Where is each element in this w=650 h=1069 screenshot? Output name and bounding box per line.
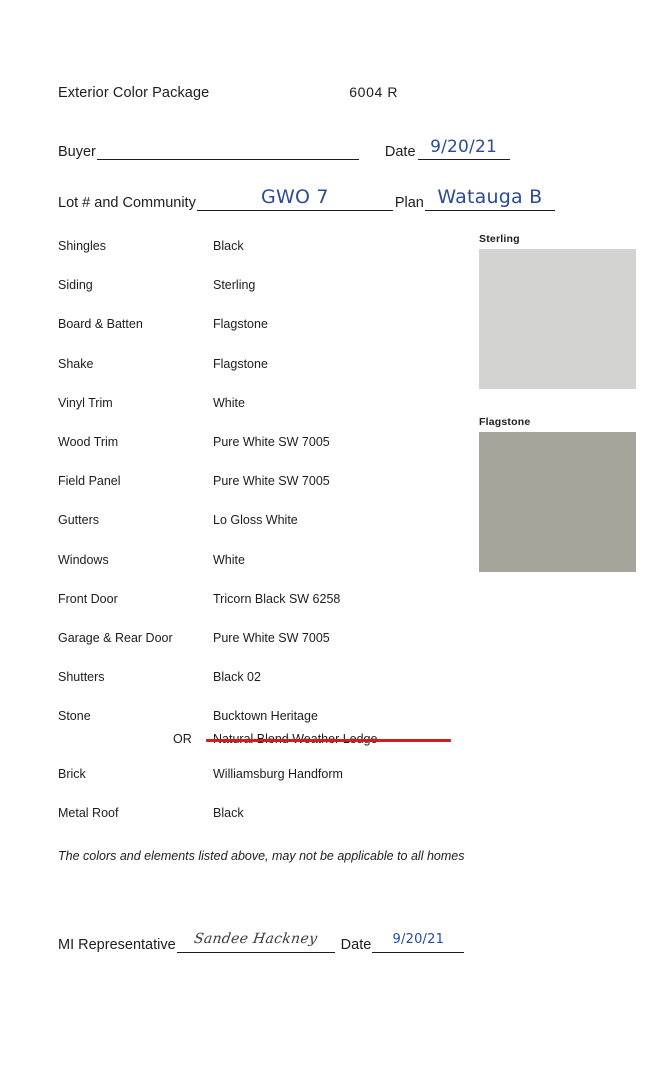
strikethrough-mark — [206, 739, 451, 742]
date-input[interactable]: 9/20/21 — [418, 138, 510, 160]
swatch-caption: Sterling — [479, 233, 520, 245]
document-code: 6004 R — [349, 84, 399, 100]
spec-label: Metal Roof — [58, 806, 119, 821]
date-label: Date — [384, 144, 416, 160]
table-row — [58, 764, 458, 803]
spec-value: Flagstone — [213, 356, 268, 371]
table-row — [58, 236, 458, 275]
swatch-color-chip — [479, 432, 636, 572]
plan-label: Plan — [394, 195, 424, 211]
spec-label: Shutters — [58, 670, 105, 685]
swatch-sterling — [479, 233, 636, 389]
spec-label: Siding — [58, 278, 93, 293]
spec-value: White — [213, 552, 245, 567]
table-row — [58, 471, 458, 510]
swatch-caption: Flagstone — [479, 416, 531, 428]
table-row — [58, 667, 458, 706]
spec-label: Vinyl Trim — [58, 395, 113, 410]
spec-label: Shake — [58, 356, 94, 371]
table-row — [58, 432, 458, 471]
spec-value: Flagstone — [213, 317, 268, 332]
spec-value: Black 02 — [213, 670, 261, 685]
signature-date-label: Date — [340, 937, 372, 953]
spec-value: Lo Gloss White — [213, 513, 298, 528]
spec-label: Windows — [58, 552, 109, 567]
table-row — [58, 510, 458, 549]
representative-label: MI Representative — [58, 937, 176, 953]
spec-table — [58, 236, 458, 843]
signature-row — [58, 930, 578, 953]
table-row — [58, 803, 458, 842]
swatch-color-chip — [479, 249, 636, 389]
disclaimer-text: The colors and elements listed above, may not be applicable to all homes — [58, 849, 465, 863]
signature-date-input[interactable]: 9/20/21 — [372, 932, 464, 953]
spec-label: Stone — [58, 709, 91, 724]
table-row — [58, 275, 458, 314]
spec-label: Board & Batten — [58, 317, 143, 332]
page-title: Exterior Color Package — [58, 85, 210, 101]
spec-value: Tricorn Black SW 6258 — [213, 591, 341, 606]
spec-label: Field Panel — [58, 474, 121, 489]
spec-value: Black — [213, 806, 244, 821]
table-row-stone — [58, 706, 458, 764]
table-row — [58, 628, 458, 667]
lot-plan-row — [58, 186, 598, 211]
table-row — [58, 550, 458, 589]
buyer-date-row — [58, 138, 588, 160]
spec-value: Sterling — [213, 278, 256, 293]
table-row — [58, 314, 458, 353]
spec-value: Pure White SW 7005 — [213, 630, 330, 645]
table-row — [58, 393, 458, 432]
spec-value: Bucktown Heritage — [213, 709, 318, 724]
lot-community-label: Lot # and Community — [58, 195, 196, 211]
spec-label: Gutters — [58, 513, 99, 528]
spec-label: Brick — [58, 767, 86, 782]
signature-script: Sandee Hackney — [192, 931, 319, 947]
or-label: OR — [173, 732, 192, 747]
spec-value: Pure White SW 7005 — [213, 434, 330, 449]
representative-signature[interactable] — [177, 930, 335, 953]
spec-label: Front Door — [58, 591, 118, 606]
plan-input[interactable]: Watauga B — [425, 186, 555, 211]
table-row — [58, 589, 458, 628]
spec-value: Williamsburg Handform — [213, 767, 343, 782]
lot-community-input[interactable]: GWO 7 — [197, 186, 393, 211]
spec-value: White — [213, 395, 245, 410]
buyer-label: Buyer — [58, 144, 96, 160]
spec-value: Black — [213, 239, 244, 253]
buyer-input[interactable] — [97, 144, 359, 160]
document-title-row — [58, 84, 588, 101]
spec-value: Pure White SW 7005 — [213, 474, 330, 489]
spec-label: Garage & Rear Door — [58, 630, 173, 645]
table-row — [58, 354, 458, 393]
spec-label: Shingles — [58, 239, 106, 253]
swatch-flagstone — [479, 416, 636, 572]
spec-label: Wood Trim — [58, 434, 119, 449]
